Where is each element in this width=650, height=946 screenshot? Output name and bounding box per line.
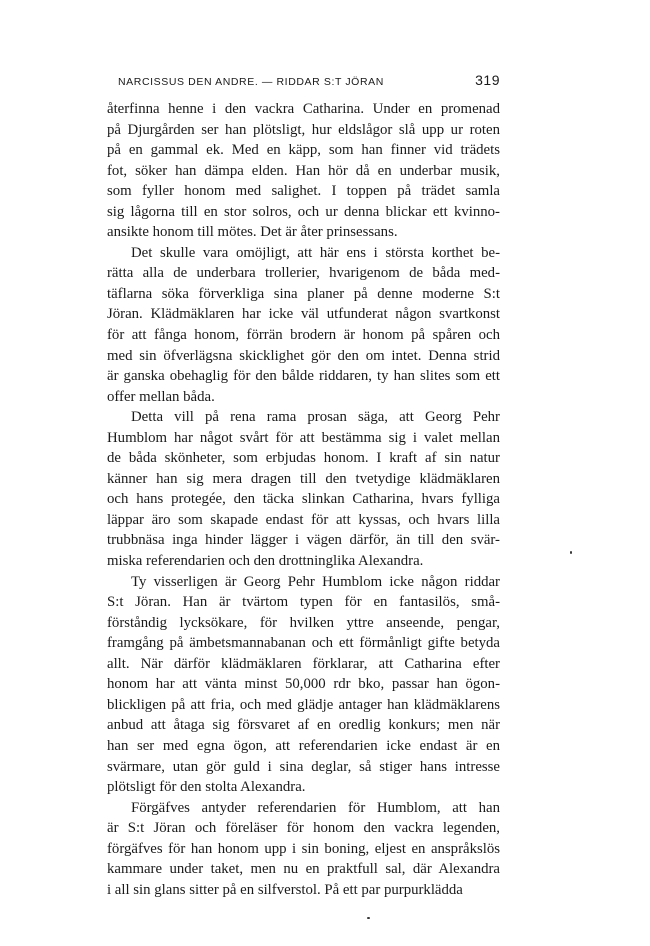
bottom-speck xyxy=(367,917,370,919)
page-number: 319 xyxy=(475,72,500,88)
text-line: trubbnäsa inga hinder lägger i vägen därför, än till den svär- xyxy=(107,532,500,549)
text-line: för att fånga honom, förrän brodern är honom på spåren och xyxy=(107,327,500,344)
text-line: förgäfves för han honom upp i sin boning, eljest en anspråkslös xyxy=(107,840,500,857)
paragraph xyxy=(107,243,500,407)
text-line: allt. När därför klädmäklaren förklarar, att Catharina efter xyxy=(107,655,500,672)
text-line: rätta alla de underbara trollerier, hvarigenom de båda med- xyxy=(107,265,500,282)
text-line: svärmare, utan gör guld i sina deglar, så stiger hans intresse xyxy=(107,758,500,775)
text-line: Det skulle vara omöjligt, att här ens i största korthet be- xyxy=(131,244,500,261)
paragraph xyxy=(107,99,500,243)
text-line: Detta vill på rena rama prosan säga, att Georg Pehr xyxy=(131,409,500,426)
text-line: sig lågorna till en stor solros, och ur denna blickar ett kvinno- xyxy=(107,203,500,220)
running-head: NARCISSUS DEN ANDRE. — RIDDAR S:T JÖRAN xyxy=(118,76,384,88)
text-line: förståndig lycksökare, för hvilken yttre anseende, pengar, xyxy=(107,614,500,631)
text-line: och hans protegée, den täcka slinkan Catharina, hvars fylliga xyxy=(107,491,500,508)
text-line: på Djurgården ser han plötsligt, hur eldslågor slå upp ur roten xyxy=(107,121,500,138)
text-line: på en gammal ek. Med en käpp, som han finner vid trädets xyxy=(107,142,500,159)
text-line: känner han sig mera dragen till den tvetydige klädmäklaren xyxy=(107,470,500,487)
text-line: ansikte honom till mötes. Det är åter prinsessans. xyxy=(107,224,398,241)
text-line: läppar äro som skapade endast för att kyssas, och hvars lilla xyxy=(107,511,500,528)
text-line: återfinna henne i den vackra Catharina. Under en promenad xyxy=(107,101,500,117)
text-line: offer mellan båda. xyxy=(107,388,215,405)
text-line: honom har att vänta minst 50,000 rdr bko, passar han ögon- xyxy=(107,676,500,693)
text-line: blickligen på att fria, och med glädje antager han klädmäklarens xyxy=(107,696,500,713)
page-header xyxy=(118,72,500,92)
text-line: med sin öfverlägsna skicklighet gör den om intet. Denna strid xyxy=(107,347,500,364)
text-line: Förgäfves antyder referendarien för Humblom, att han xyxy=(131,799,500,816)
text-line: kammare under taket, men nu en praktfull sal, där Alexandra xyxy=(107,861,500,878)
text-line: S:t Jöran. Han är tvärtom typen för en fantasilös, små- xyxy=(107,594,500,611)
text-line: i all sin glans sitter på en silfverstol. På ett par purpurklädda xyxy=(107,881,463,898)
text-line: anbud att åtaga sig försvaret af en oredlig konkurs; men när xyxy=(107,717,500,734)
text-line: Humblom har något svårt för att bestämma sig i valet mellan xyxy=(107,429,500,446)
text-line: plötsligt för den stolta Alexandra. xyxy=(107,779,306,796)
text-line: som fyller honom med salighet. I toppen på trädet samla xyxy=(107,183,500,200)
text-line: han ser med egna ögon, att referendarien icke endast är en xyxy=(107,737,500,754)
text-line: täflarna söka förverkliga sina planer på denne moderne S:t xyxy=(107,285,500,302)
text-line: är ganska obehaglig för den bålde riddaren, ty han slites som ett xyxy=(107,368,500,385)
text-line: miska referendarien och den drottninglika Alexandra. xyxy=(107,553,424,570)
text-line: är S:t Jöran och föreläser för honom den vackra legenden, xyxy=(107,820,500,837)
text-line: Ty visserligen är Georg Pehr Humblom icke någon riddar xyxy=(131,573,500,590)
paragraph xyxy=(107,572,500,798)
text-line: fot, söker han dämpa elden. Han hör då en underbar musik, xyxy=(107,162,500,179)
margin-speck xyxy=(570,551,572,554)
paragraph xyxy=(107,798,500,901)
text-line: de båda skönheter, som erbjudas honom. I kraft af sin natur xyxy=(107,450,500,467)
body-text xyxy=(107,99,500,900)
paragraph xyxy=(107,407,500,571)
text-line: framgång på ämbetsmannabanan och ett förmånligt gifte betyda xyxy=(107,635,500,652)
text-line: Jöran. Klädmäklaren har icke väl utfunderat någon svartkonst xyxy=(107,306,500,323)
